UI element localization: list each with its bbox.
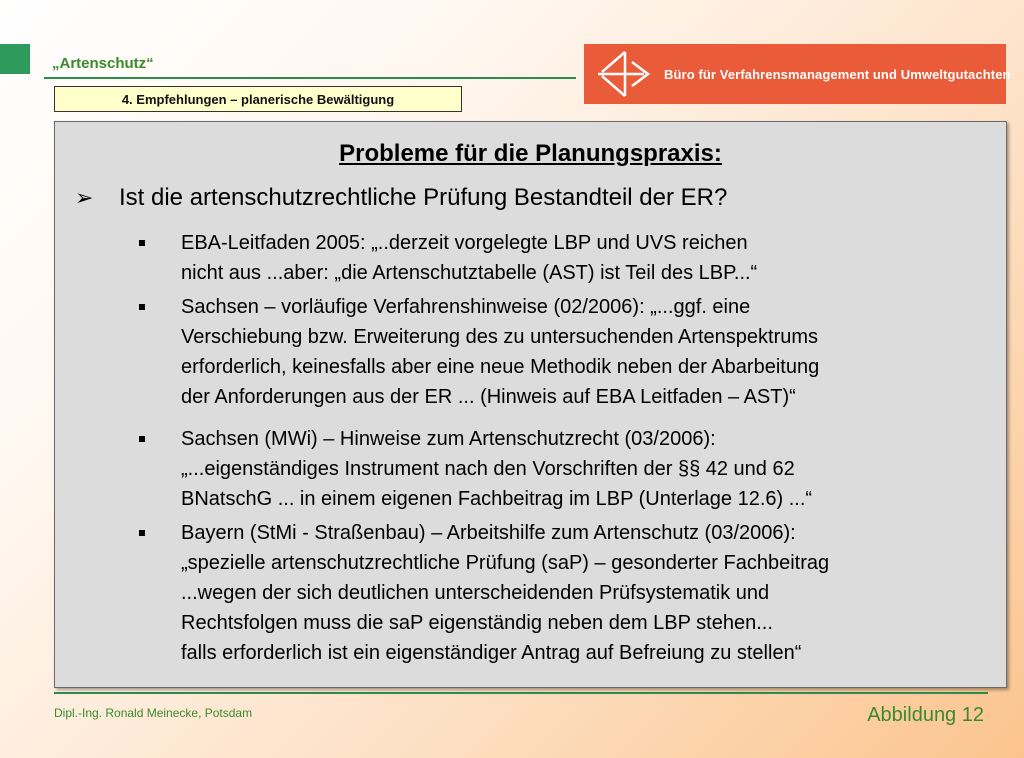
sub-bullet-list bbox=[135, 228, 1005, 668]
list-item bbox=[135, 292, 1005, 412]
section-subtitle: 4. Empfehlungen – planerische Bewältigung bbox=[54, 86, 462, 112]
list-item-text: Sachsen – vorläufige Verfahrenshinweise (02/2006): „...ggf. eine Verschiebung bzw. Erweiterung des zu untersuchenden Artenspektrums erforderlich, keinesfalls aber eine neue Methodik neben der Abarbeitung der Anforderungen aus der ER ... (Hinweis auf EBA Leitfaden – AST)“ bbox=[181, 296, 820, 408]
accent-square bbox=[0, 44, 30, 74]
square-bullet-icon bbox=[139, 304, 145, 310]
company-logo bbox=[584, 44, 1011, 104]
arrow-bullet-icon: ➢ bbox=[75, 185, 94, 210]
list-item-text: Sachsen (MWi) – Hinweise zum Artenschutzrecht (03/2006): „...eigenständiges Instrument nach den Vorschriften der §§ 42 und 62 BNatschG ... in einem eigenen Fachbeitrag im LBP (Unterlage 12.6) ...“ bbox=[181, 428, 813, 510]
logo-text: Büro für Verfahrensmanagement und Umweltgutachten bbox=[664, 67, 1011, 82]
square-bullet-icon bbox=[139, 530, 145, 536]
logo-mark-icon bbox=[592, 48, 654, 100]
list-item bbox=[135, 424, 1005, 514]
square-bullet-icon bbox=[139, 240, 145, 246]
main-bullet-text: Ist die artenschutzrechtliche Prüfung Bestandteil der ER? bbox=[119, 184, 728, 211]
footer-author: Dipl.-Ing. Ronald Meinecke, Potsdam bbox=[54, 706, 253, 720]
content-panel bbox=[54, 121, 1007, 688]
list-item bbox=[135, 228, 1005, 288]
figure-number: Abbildung 12 bbox=[867, 704, 984, 726]
list-item-text: EBA-Leitfaden 2005: „..derzeit vorgelegte LBP und UVS reichen nicht aus ...aber: „die Artenschutztabelle (AST) ist Teil des LBP...“ bbox=[181, 232, 758, 284]
content-heading: Probleme für die Planungspraxis: bbox=[339, 140, 722, 167]
main-bullet bbox=[75, 184, 727, 212]
header-divider bbox=[44, 77, 576, 79]
slide-topic-title: „Artenschutz“ bbox=[52, 55, 154, 72]
square-bullet-icon bbox=[139, 436, 145, 442]
footer-divider bbox=[54, 692, 988, 694]
list-item-text: Bayern (StMi - Straßenbau) – Arbeitshilfe zum Artenschutz (03/2006): „spezielle artenschutzrechtliche Prüfung (saP) – gesonderter Fachbeitrag ...wegen der sich deutlichen unterscheidenden Prüfsystematik und Rechtsfolgen muss die saP eigenständig neben dem LBP stehen... falls erforderlich ist ein eigenständiger Antrag auf Befreiung zu stellen“ bbox=[181, 522, 830, 664]
list-item bbox=[135, 518, 1005, 668]
